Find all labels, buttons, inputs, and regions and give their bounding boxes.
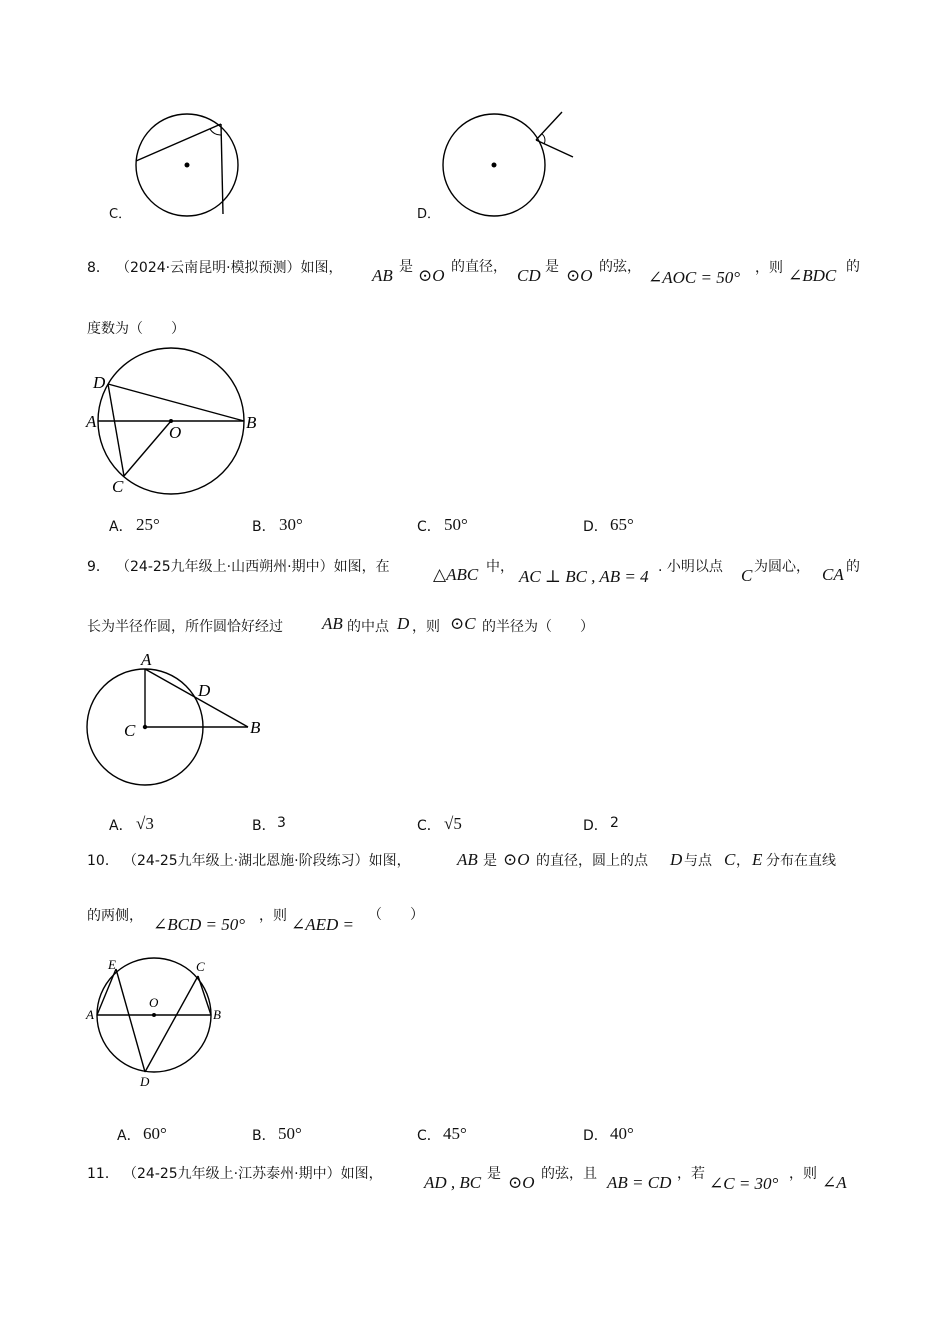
q10-figure bbox=[80, 955, 240, 1095]
side-ab bbox=[145, 669, 248, 727]
q10-text: 与点 bbox=[684, 853, 712, 869]
q10-math-d: D bbox=[670, 850, 683, 869]
tangent-ray-1 bbox=[536, 112, 562, 140]
chord-2 bbox=[221, 124, 223, 214]
q10-text: ，则 bbox=[259, 908, 287, 924]
q9-option-b-value: 3 bbox=[277, 815, 286, 831]
q8-source: （2024·云南昆明·模拟预测）如图， bbox=[116, 260, 343, 276]
center-dot bbox=[143, 725, 147, 729]
point-label: A bbox=[141, 650, 152, 669]
q8-number: 8． bbox=[87, 260, 110, 276]
q9-source: （24-25九年级上·山西朔州·期中）如图，在 bbox=[116, 559, 390, 575]
q9-option-d-label: D． bbox=[583, 818, 608, 834]
q8-option-a-label: A． bbox=[109, 519, 133, 535]
q8-text: 的直径， bbox=[451, 259, 507, 275]
q10-text: 是 bbox=[483, 853, 497, 869]
q9-math-d: D bbox=[397, 614, 410, 633]
q11-text: ，若 bbox=[677, 1166, 705, 1182]
q9-line2: ，则 bbox=[412, 619, 440, 635]
q8-text: 是 bbox=[399, 259, 413, 275]
point-label: D bbox=[93, 373, 106, 392]
q9-number: 9． bbox=[87, 559, 110, 575]
point-label: C bbox=[124, 721, 136, 740]
point-label: E bbox=[108, 957, 116, 972]
q9-option-c-value: √5 bbox=[444, 814, 462, 833]
q10-option-b-value: 50° bbox=[278, 1124, 302, 1143]
point-label: B bbox=[213, 1007, 221, 1022]
center-dot bbox=[185, 163, 190, 168]
q9-option-a-value: √3 bbox=[136, 814, 154, 833]
q8-math-cd: CD bbox=[517, 266, 541, 285]
q9-option-a-label: A． bbox=[109, 818, 133, 834]
q9-math-ab: AB bbox=[322, 614, 343, 633]
q9-option-c-label: C． bbox=[417, 818, 441, 834]
q8-text: 是 bbox=[545, 259, 559, 275]
q8-option-c-value: 50° bbox=[444, 515, 468, 534]
point-label: D bbox=[198, 681, 211, 700]
q7-option-d-label: D． bbox=[417, 207, 441, 222]
q11-text: 的弦，且 bbox=[541, 1166, 597, 1182]
q9-text: 的 bbox=[846, 559, 860, 575]
q9-figure bbox=[80, 645, 280, 795]
point-label: D bbox=[140, 1074, 150, 1089]
q8-text: 的弦， bbox=[599, 259, 641, 275]
point-label: A bbox=[86, 1007, 94, 1022]
q10-option-a-value: 60° bbox=[143, 1124, 167, 1143]
q9-option-b-label: B． bbox=[252, 818, 276, 834]
q8-option-b-label: B． bbox=[252, 519, 276, 535]
q8-option-d-value: 65° bbox=[610, 515, 634, 534]
q10-option-b-label: B． bbox=[252, 1128, 276, 1144]
radius-oc bbox=[124, 421, 171, 476]
q8-text: 的 bbox=[846, 259, 860, 275]
point-label: C bbox=[196, 959, 205, 974]
q10-option-d-label: D． bbox=[583, 1128, 608, 1144]
q10-source: （24-25九年级上·湖北恩施·阶段练习）如图， bbox=[123, 853, 411, 869]
q10-math-angle-bcd: ∠BCD = 50° bbox=[153, 915, 246, 934]
q8-math-circle-o: ⊙O bbox=[566, 266, 593, 285]
chord-ed bbox=[116, 969, 145, 1072]
q11-math-angle-a: ∠A bbox=[822, 1173, 847, 1192]
q8-option-c-label: C． bbox=[417, 519, 441, 535]
q8-math-angle-aoc: ∠AOC = 50° bbox=[648, 268, 741, 287]
center-dot bbox=[152, 1013, 156, 1017]
q8-question-line2: 度数为（ ） bbox=[87, 321, 185, 337]
q11-math-angle-c: ∠C = 30° bbox=[709, 1174, 779, 1193]
q11-text: 是 bbox=[487, 1166, 501, 1182]
q8-option-b-value: 30° bbox=[279, 515, 303, 534]
q10-math-circle-o: ⊙O bbox=[503, 850, 530, 869]
q10-option-c-label: C． bbox=[417, 1128, 441, 1144]
q10-text: ， bbox=[736, 853, 750, 869]
angle-arc bbox=[210, 129, 221, 135]
q8-text: ，则 bbox=[755, 260, 783, 276]
q8-option-a-value: 25° bbox=[136, 515, 160, 534]
q8-math-ab: AB bbox=[372, 266, 393, 285]
chord-ae bbox=[97, 969, 116, 1015]
q10-option-a-label: A． bbox=[117, 1128, 141, 1144]
q10-number: 10． bbox=[87, 853, 119, 869]
q9-text: 为圆心， bbox=[754, 559, 810, 575]
q9-line2: 的半径为（ ） bbox=[482, 619, 594, 635]
chord-1 bbox=[136, 124, 221, 161]
q10-math-angle-aed: ∠AED = bbox=[291, 915, 355, 934]
q8-math-circle-o: ⊙O bbox=[418, 266, 445, 285]
point-label: A bbox=[86, 412, 97, 431]
q10-text: 分布在直线 bbox=[766, 853, 836, 869]
chord-cb bbox=[198, 976, 211, 1015]
point-label: O bbox=[169, 423, 182, 442]
q9-math-circle-c: ⊙C bbox=[450, 614, 476, 633]
q10-option-d-value: 40° bbox=[610, 1124, 634, 1143]
point-label: B bbox=[250, 718, 261, 737]
point-label: B bbox=[246, 413, 257, 432]
q9-text: . 小明以点 bbox=[658, 559, 723, 575]
chord-db bbox=[108, 384, 244, 421]
q9-line2: 长为半径作圆，所作圆恰好经过 bbox=[87, 619, 283, 635]
q8-option-d-label: D． bbox=[583, 519, 608, 535]
q10-math-ab: AB bbox=[457, 850, 478, 869]
q10-math-c: C bbox=[724, 850, 736, 869]
q9-line2: 的中点 bbox=[347, 619, 389, 635]
q9-math-condition: AC ⊥ BC , AB = 4 bbox=[519, 567, 649, 586]
q10-option-c-value: 45° bbox=[443, 1124, 467, 1143]
q9-math-ca: CA bbox=[822, 565, 844, 584]
q11-math-circle-o: ⊙O bbox=[508, 1173, 535, 1192]
q11-number: 11． bbox=[87, 1166, 119, 1182]
q10-math-e: E bbox=[752, 850, 763, 869]
q11-math-chords: AD , BC bbox=[424, 1173, 482, 1192]
point-label: C bbox=[112, 477, 124, 496]
q7-figure-d bbox=[440, 108, 580, 228]
chord-dc bbox=[145, 976, 198, 1072]
point-label: O bbox=[149, 995, 159, 1010]
center-dot bbox=[492, 163, 497, 168]
q10-text: 的直径，圆上的点 bbox=[536, 853, 648, 869]
q7-figure-c bbox=[125, 108, 245, 228]
q10-text: （ ） bbox=[368, 907, 424, 923]
q9-text: 中， bbox=[486, 559, 514, 575]
q10-line2: 的两侧， bbox=[87, 908, 143, 924]
q8-math-angle-bdc: ∠BDC bbox=[788, 266, 837, 285]
q9-math-c: C bbox=[741, 566, 753, 585]
q9-option-d-value: 2 bbox=[610, 815, 619, 831]
q11-source: （24-25九年级上·江苏泰州·期中）如图， bbox=[123, 1166, 383, 1182]
q11-math-arcs: AB = CD bbox=[607, 1173, 672, 1192]
q8-figure bbox=[80, 342, 280, 502]
q9-math-triangle: △ABC bbox=[433, 565, 479, 584]
q7-option-c-label: C． bbox=[109, 207, 132, 222]
q11-text: ，则 bbox=[789, 1166, 817, 1182]
